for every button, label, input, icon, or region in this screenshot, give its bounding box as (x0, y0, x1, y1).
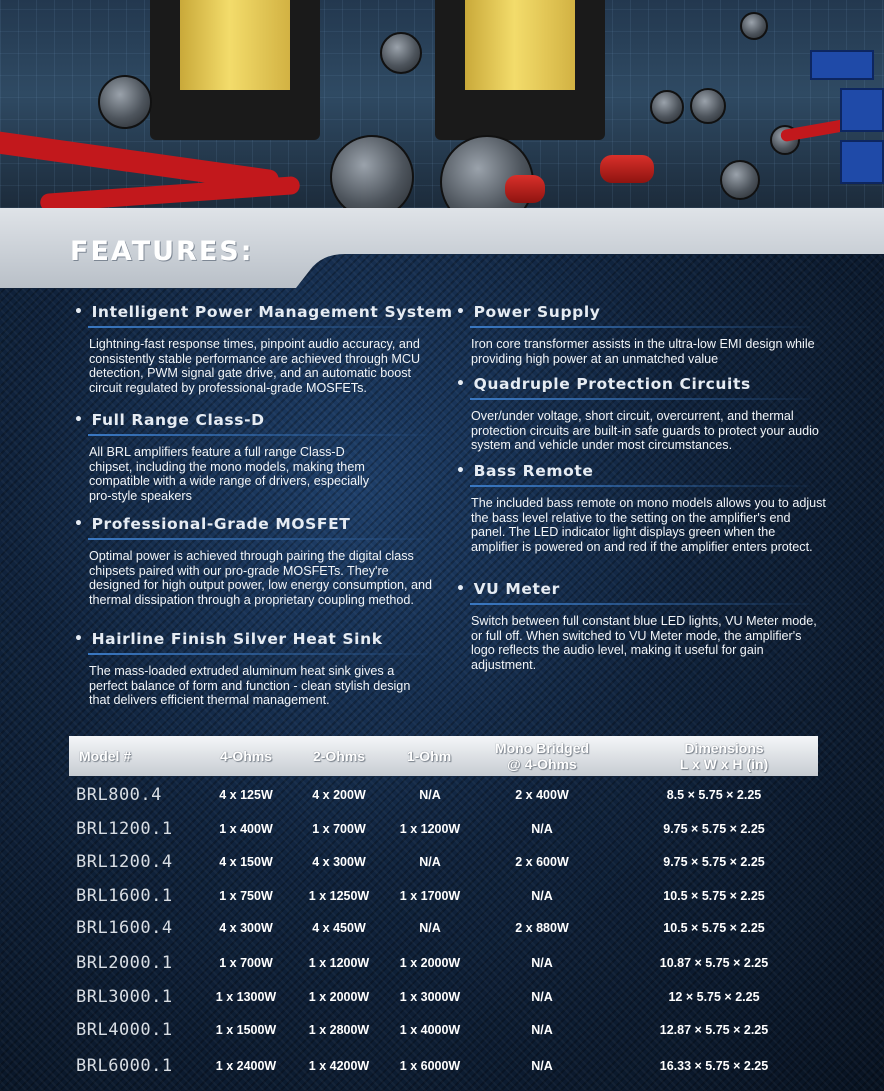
cell-1-ohm: 1 x 4000W (399, 1023, 461, 1037)
feature-underline (470, 485, 810, 487)
cell-2-ohms: 1 x 2800W (308, 1023, 370, 1037)
table-row (0, 781, 884, 809)
header-4-ohms: 4-Ohms (219, 748, 273, 764)
cell-4-ohms: 4 x 150W (219, 855, 273, 869)
feature-title: Full Range Class-D (91, 411, 265, 429)
feature-underline (470, 398, 810, 400)
circuit-board-photo (0, 0, 884, 208)
cell-1-ohm: N/A (419, 855, 441, 869)
table-row (0, 815, 884, 843)
feature-hairline-heat-sink (74, 630, 444, 708)
header-2-ohms: 2-Ohms (312, 748, 366, 764)
table-row (0, 848, 884, 876)
cell-dimensions: 10.5 × 5.75 × 2.25 (663, 921, 765, 935)
feature-text: Lightning-fast response times, pinpoint audio accuracy, and consistently stable performance are achieved through MCU detection, PWM signal gate drive, and an automatic boost circuit regulated by professional-grade MOSFETs. (89, 337, 421, 395)
cell-mono-bridged: 2 x 880W (515, 921, 569, 935)
cell-2-ohms: 1 x 4200W (308, 1059, 370, 1073)
feature-power-supply (456, 303, 826, 366)
cell-model: BRL800.4 (76, 785, 162, 805)
cell-mono-bridged: N/A (531, 822, 553, 836)
cell-dimensions: 8.5 × 5.75 × 2.25 (666, 788, 762, 802)
cell-4-ohms: 1 x 700W (219, 956, 273, 970)
cell-4-ohms: 1 x 1500W (215, 1023, 277, 1037)
cell-2-ohms: 1 x 1250W (308, 889, 370, 903)
cell-model: BRL1600.1 (76, 886, 173, 906)
cell-4-ohms: 1 x 750W (219, 889, 273, 903)
cell-2-ohms: 1 x 700W (312, 822, 366, 836)
feature-text: Iron core transformer assists in the ultra-low EMI design while providing high power at an unmatched value (471, 337, 815, 366)
feature-title: Quadruple Protection Circuits (473, 375, 751, 393)
feature-bass-remote (456, 462, 826, 554)
feature-title: Intelligent Power Management System (91, 303, 453, 321)
feature-title: VU Meter (473, 580, 560, 598)
cell-1-ohm: N/A (419, 921, 441, 935)
cell-model: BRL2000.1 (76, 953, 173, 973)
cell-mono-bridged: N/A (531, 956, 553, 970)
cell-model: BRL3000.1 (76, 987, 173, 1007)
feature-full-range-class-d (74, 411, 444, 503)
cell-mono-bridged: N/A (531, 990, 553, 1004)
transformer-right (435, 0, 605, 140)
feature-text: Switch between full constant blue LED lights, VU Meter mode, or full off. When switched to VU Meter mode, the amplifier's logo reflects the audio level, making it useful for gain adjustment. (471, 614, 817, 672)
feature-underline (88, 653, 428, 655)
header-dim-line1: Dimensions (684, 740, 764, 756)
cell-2-ohms: 1 x 1200W (308, 956, 370, 970)
feature-text: Optimal power is achieved through pairing the digital class chipsets paired with our pro-grade MOSFETs. They're designed for high output power, low energy consumption, and thermal dissipation through a proprietary coupling method. (89, 549, 433, 607)
cell-mono-bridged: N/A (531, 1059, 553, 1073)
cell-dimensions: 9.75 × 5.75 × 2.25 (663, 822, 765, 836)
table-row (0, 1052, 884, 1080)
cell-model: BRL1200.1 (76, 819, 173, 839)
cell-2-ohms: 4 x 300W (312, 855, 366, 869)
bullet-icon: • (74, 412, 84, 428)
feature-text: The mass-loaded extruded aluminum heat sink gives a perfect balance of form and function - clean stylish design that delivers efficient thermal management. (89, 664, 411, 708)
cell-dimensions: 10.87 × 5.75 × 2.25 (659, 956, 769, 970)
features-title: FEATURES: (70, 236, 254, 267)
cell-model: BRL1200.4 (76, 852, 173, 872)
bullet-icon: • (456, 304, 466, 320)
feature-title: Hairline Finish Silver Heat Sink (91, 630, 383, 648)
feature-vu-meter (456, 580, 826, 672)
cell-dimensions: 12.87 × 5.75 × 2.25 (659, 1023, 769, 1037)
header-mono-bridged (471, 736, 613, 776)
feature-underline (88, 538, 428, 540)
feature-underline (88, 434, 428, 436)
cell-4-ohms: 1 x 1300W (215, 990, 277, 1004)
feature-text: The included bass remote on mono models allows you to adjust the bass level relative to the setting on the amplifier's end panel. The LED indicator light displays green when the amplifier is powered on and red if the amplifier enters protect. (471, 496, 826, 554)
cell-mono-bridged: 2 x 600W (515, 855, 569, 869)
cell-model: BRL6000.1 (76, 1056, 173, 1076)
cell-1-ohm: 1 x 1200W (399, 822, 461, 836)
feature-underline (470, 326, 810, 328)
cell-model: BRL4000.1 (76, 1020, 173, 1040)
cell-1-ohm: 1 x 1700W (399, 889, 461, 903)
header-dimensions (629, 736, 819, 776)
cell-1-ohm: 1 x 3000W (399, 990, 461, 1004)
cell-mono-bridged: N/A (531, 889, 553, 903)
table-row (0, 914, 884, 942)
bullet-icon: • (456, 581, 466, 597)
cell-2-ohms: 4 x 200W (312, 788, 366, 802)
feature-underline (88, 326, 428, 328)
bullet-icon: • (456, 463, 466, 479)
cell-4-ohms: 1 x 400W (219, 822, 273, 836)
table-row (0, 949, 884, 977)
feature-quadruple-protection (456, 375, 826, 453)
feature-title: Power Supply (473, 303, 601, 321)
cell-1-ohm: N/A (419, 788, 441, 802)
header-dim-line2: L x W x H (in) (679, 756, 769, 772)
bullet-icon: • (74, 304, 84, 320)
cell-4-ohms: 4 x 125W (219, 788, 273, 802)
feature-title: Bass Remote (473, 462, 594, 480)
header-1-ohm: 1-Ohm (406, 748, 452, 764)
cell-mono-bridged: N/A (531, 1023, 553, 1037)
cell-dimensions: 12 × 5.75 × 2.25 (668, 990, 760, 1004)
header-mono-line2: @ 4-Ohms (507, 756, 577, 772)
feature-professional-grade-mosfet (74, 515, 444, 607)
transformer-left (150, 0, 320, 140)
specs-table-header (69, 736, 818, 776)
feature-title: Professional-Grade MOSFET (91, 515, 351, 533)
table-row (0, 1016, 884, 1044)
cell-dimensions: 9.75 × 5.75 × 2.25 (663, 855, 765, 869)
table-row (0, 983, 884, 1011)
feature-text: Over/under voltage, short circuit, overcurrent, and thermal protection circuits are built-in safe guards to protect your audio system and vehicle under most circumstances. (471, 409, 819, 453)
cell-mono-bridged: 2 x 400W (515, 788, 569, 802)
cell-4-ohms: 4 x 300W (219, 921, 273, 935)
bullet-icon: • (74, 516, 84, 532)
cell-1-ohm: 1 x 2000W (399, 956, 461, 970)
bullet-icon: • (456, 376, 466, 392)
cell-2-ohms: 1 x 2000W (308, 990, 370, 1004)
cell-model: BRL1600.4 (76, 918, 173, 938)
cell-2-ohms: 4 x 450W (312, 921, 366, 935)
header-mono-line1: Mono Bridged (494, 740, 590, 756)
cell-4-ohms: 1 x 2400W (215, 1059, 277, 1073)
feature-text: All BRL amplifiers feature a full range Class-D chipset, including the mono models, making them compatible with a wide range of drivers, especially pro-style speakers (89, 445, 369, 503)
cell-1-ohm: 1 x 6000W (399, 1059, 461, 1073)
feature-intelligent-power-management (74, 303, 453, 395)
cell-dimensions: 16.33 × 5.75 × 2.25 (659, 1059, 769, 1073)
cell-dimensions: 10.5 × 5.75 × 2.25 (663, 889, 765, 903)
bullet-icon: • (74, 631, 84, 647)
feature-underline (470, 603, 810, 605)
header-model: Model # (79, 748, 132, 764)
table-row (0, 882, 884, 910)
